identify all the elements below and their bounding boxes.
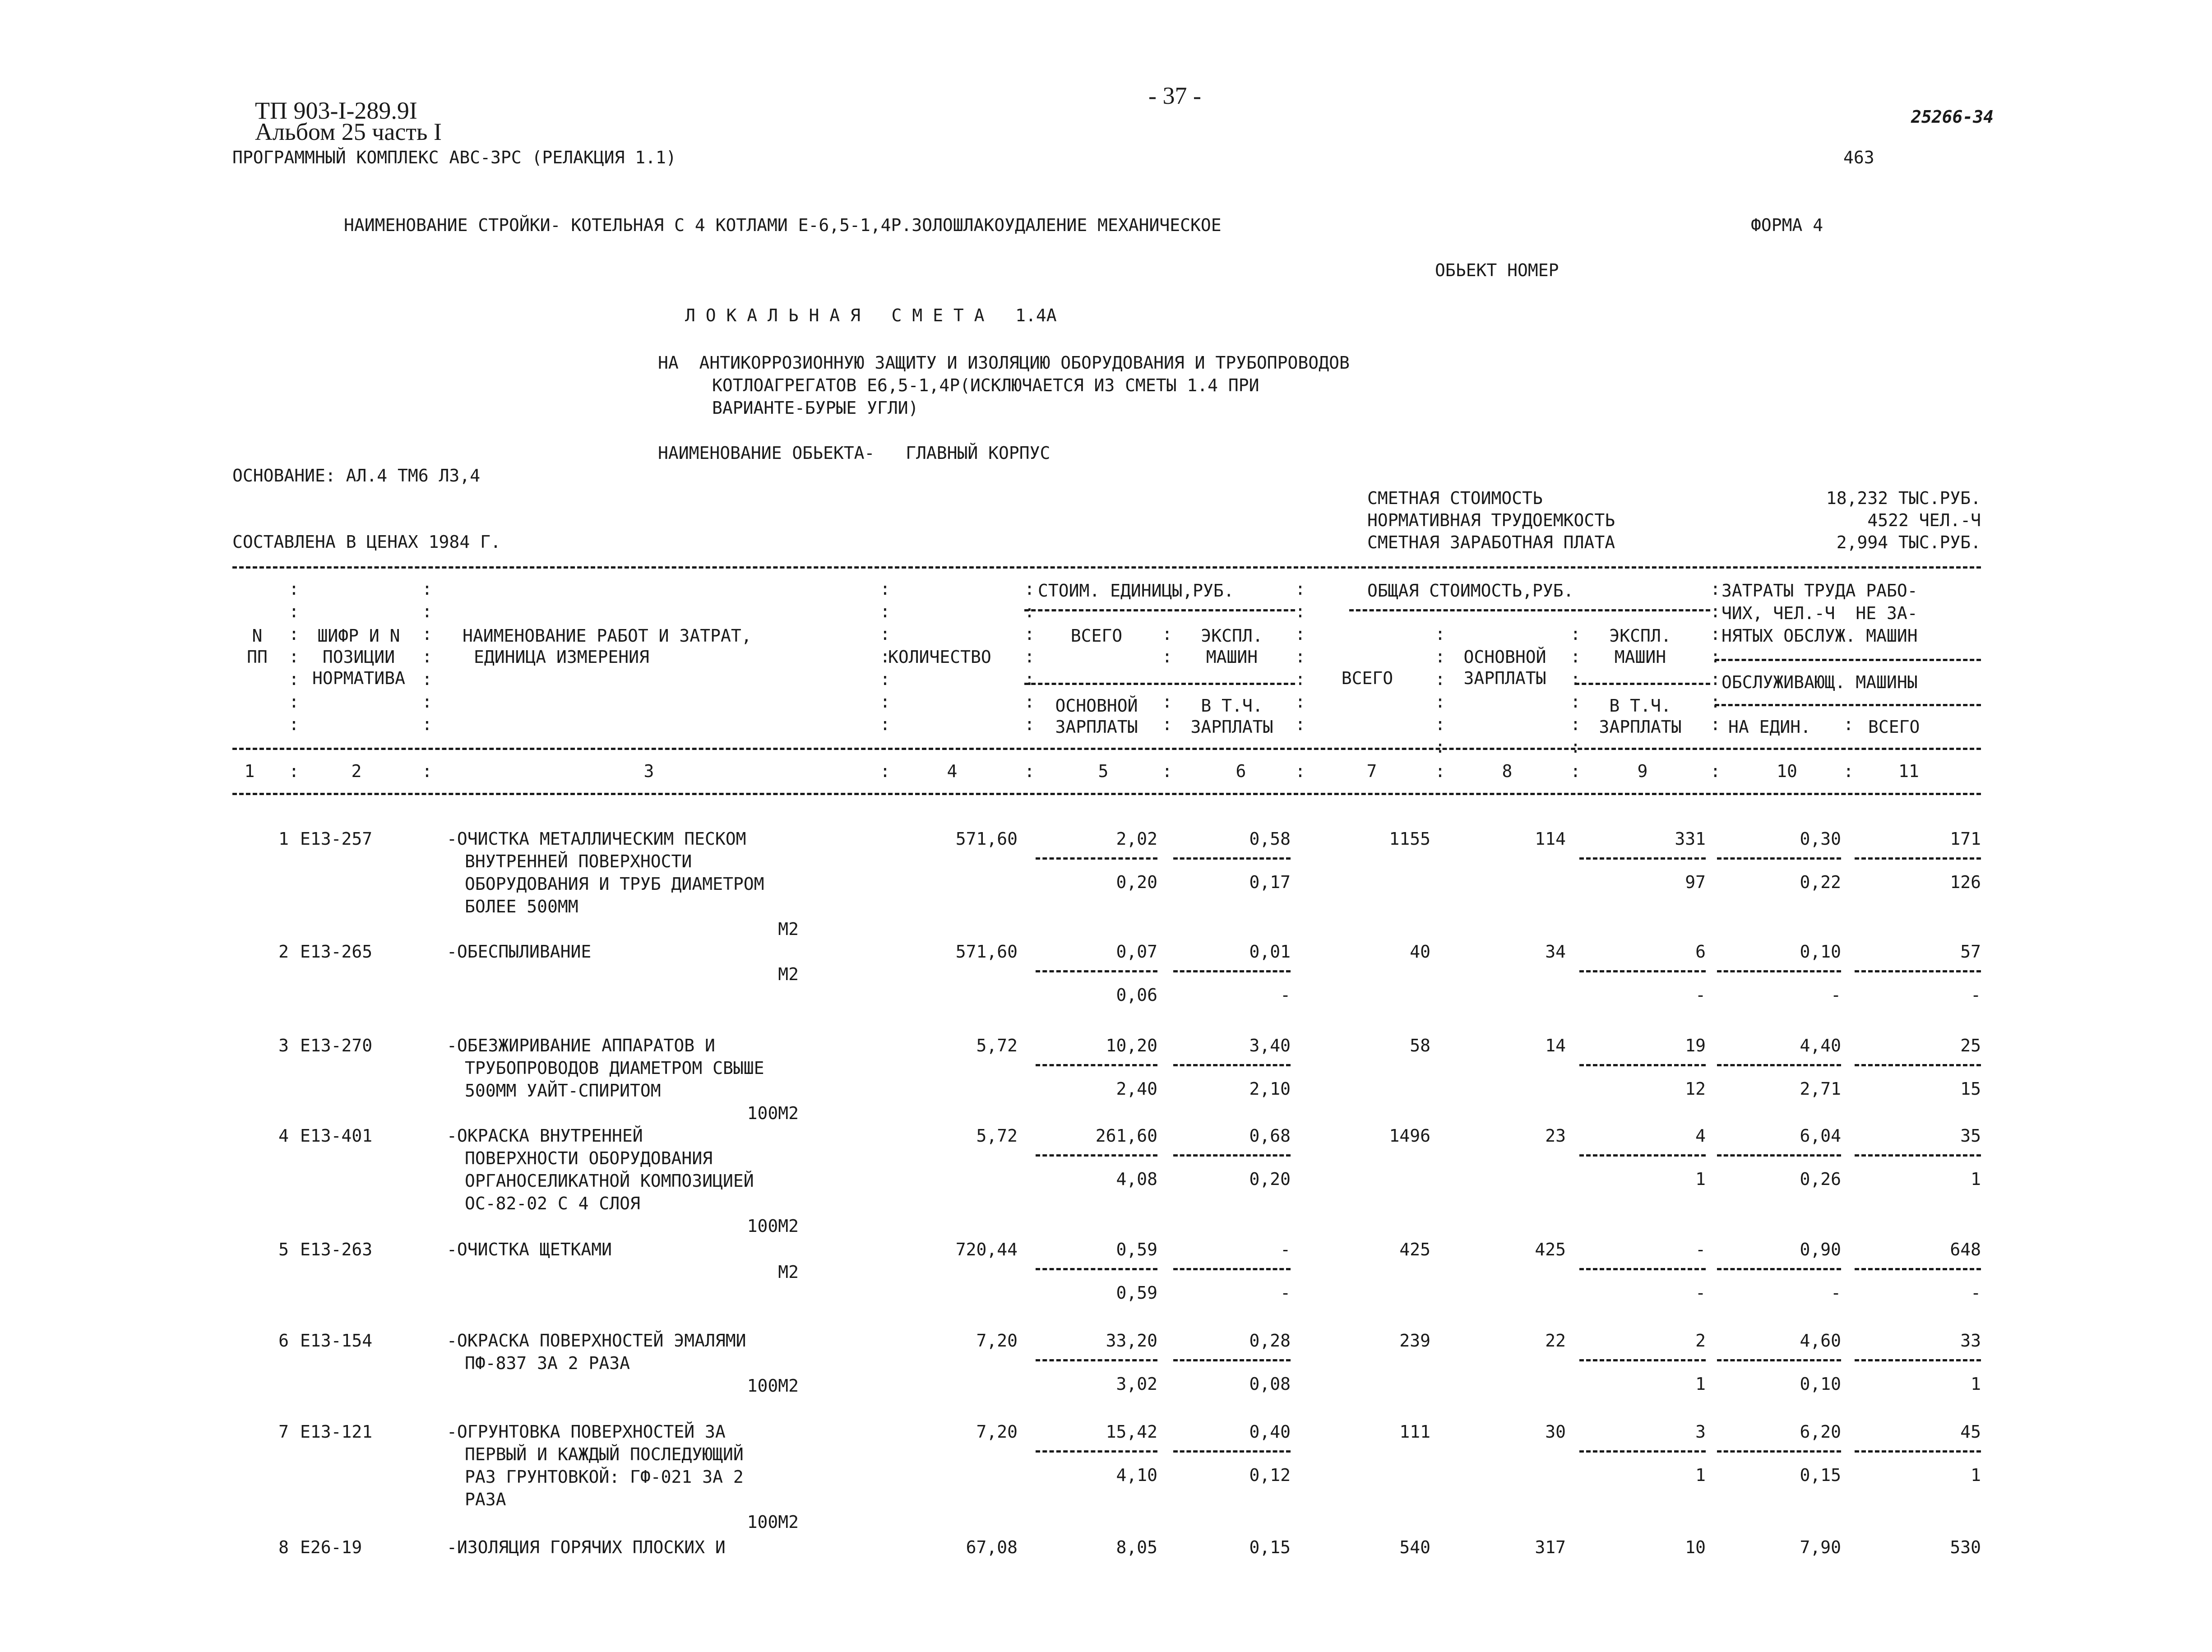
column-number: 2 (351, 761, 362, 781)
column-number-separator: : (1024, 761, 1035, 781)
row-number: 2 (278, 942, 289, 962)
estimate-title: Л О К А Л Ь Н А Я С М Е Т А 1.4А (685, 305, 1057, 325)
row-labor-per-unit: 4,60 (1800, 1331, 1841, 1351)
row-name-line: -ОЧИСТКА ЩЕТКАМИ (447, 1240, 612, 1259)
row-split-rule (1036, 1450, 1157, 1453)
row-split-rule (1579, 857, 1706, 860)
page-number: - 37 - (1148, 82, 1201, 109)
row-labor-total: 35 (1960, 1126, 1981, 1146)
column-number-separator: : (1843, 761, 1854, 781)
row-total-machines: 6 (1695, 942, 1706, 962)
row-total-wages: 22 (1545, 1331, 1566, 1351)
construction-name: НАИМЕНОВАНИЕ СТРОЙКИ- КОТЕЛЬНАЯ С 4 КОТЛАМИ Е-6,5-1,4Р.ЗОЛОШЛАКОУДАЛЕНИЕ МЕХАНИЧЕСКОЕ (344, 215, 1222, 235)
row-labor-per-unit: 0,10 (1800, 942, 1841, 962)
row-split-rule (1579, 1450, 1706, 1453)
row-split-rule (1173, 857, 1291, 860)
row-name-line: ОРГАНОСЕЛИКАТНОЙ КОМПОЗИЦИЕЙ (465, 1171, 754, 1191)
summary-label-cost: СМЕТНАЯ СТОИМОСТЬ (1367, 488, 1543, 508)
column-number: 4 (947, 761, 958, 781)
row-total-wages-incl: - (1695, 985, 1706, 1005)
row-split-rule (1717, 970, 1841, 972)
row-code: Е13-265 (300, 942, 373, 962)
row-quantity: 7,20 (976, 1422, 1018, 1442)
row-name-line: РАЗА (465, 1490, 506, 1509)
column-number-separator: : (422, 761, 432, 781)
row-code: Е13-401 (300, 1126, 373, 1146)
row-total-wages: 425 (1535, 1240, 1566, 1259)
header-total-machines-2: МАШИН (1614, 647, 1666, 667)
header-pp: ПП (247, 647, 268, 667)
row-split-rule (1173, 1268, 1291, 1270)
row-split-rule (1717, 1359, 1841, 1361)
row-unit-wages-incl: 2,10 (1249, 1079, 1291, 1099)
row-unit-wages: 4,10 (1116, 1465, 1157, 1485)
header-unit-wages-1: ОСНОВНОЙ (1055, 696, 1138, 716)
row-name-line: ПЕРВЫЙ И КАЖДЫЙ ПОСЛЕДУЮЩИЙ (465, 1444, 744, 1464)
row-unit-wages: 0,06 (1116, 985, 1157, 1005)
row-total-wages: 23 (1545, 1126, 1566, 1146)
column-number: 7 (1366, 761, 1377, 781)
header-name-2: ЕДИНИЦА ИЗМЕРЕНИЯ (474, 647, 649, 667)
row-service-labor-total: - (1971, 1283, 1981, 1303)
summary-label-wages: СМЕТНАЯ ЗАРАБОТНАЯ ПЛАТА (1367, 532, 1615, 552)
row-split-rule (1579, 1268, 1706, 1270)
row-total-machines: - (1695, 1240, 1706, 1259)
header-total-incl-1: В Т.Ч. (1609, 696, 1671, 716)
col-sep-1: : : : : : : : (289, 579, 299, 734)
labor-rule-1 (1715, 659, 1981, 661)
row-name-line: -ОКРАСКА ВНУТРЕННЕЙ (447, 1126, 643, 1146)
row-number: 1 (278, 829, 289, 849)
column-number: 9 (1637, 761, 1648, 781)
row-name-line: ТРУБОПРОВОДОВ ДИАМЕТРОМ СВЫШЕ (465, 1058, 764, 1078)
object-number-label: ОБЬЕКТ НОМЕР (1435, 260, 1559, 280)
header-labor-service: ОБСЛУЖИВАЮЩ. МАШИНЫ (1721, 672, 1918, 692)
row-split-rule (1579, 1064, 1706, 1066)
row-unit-wages-incl: - (1280, 1283, 1291, 1303)
document-code: 25266-34 (1911, 107, 1994, 127)
column-number: 8 (1502, 761, 1513, 781)
row-total: 540 (1399, 1537, 1430, 1557)
col-sep-10: : (1843, 714, 1854, 734)
row-name-line: ПФ-837 ЗА 2 РАЗА (465, 1353, 630, 1373)
row-split-rule (1717, 1268, 1841, 1270)
row-number: 6 (278, 1331, 289, 1351)
row-split-rule (1036, 857, 1157, 860)
header-unit-incl-1: В Т.Ч. (1201, 696, 1263, 716)
row-split-rule (1717, 1154, 1841, 1157)
column-number-separator: : (289, 761, 299, 781)
header-total-cost: ОБЩАЯ СТОИМОСТЬ,РУБ. (1367, 581, 1574, 601)
row-unit-total: 261,60 (1095, 1126, 1157, 1146)
column-number-separator: : (880, 761, 890, 781)
row-labor-total: 33 (1960, 1331, 1981, 1351)
row-unit-wages-incl: 0,12 (1249, 1465, 1291, 1485)
header-total-all: ВСЕГО (1341, 668, 1393, 688)
estimate-subject-line-2: КОТЛОАГРЕГАТОВ Е6,5-1,4Р(ИСКЛЮЧАЕТСЯ ИЗ СМЕТЫ 1.4 ПРИ (712, 375, 1259, 395)
row-split-rule (1036, 1064, 1157, 1066)
row-labor-total: 171 (1950, 829, 1981, 849)
row-split-rule (1855, 1268, 1981, 1270)
row-unit-wages: 0,20 (1116, 872, 1157, 892)
row-unit-total: 33,20 (1106, 1331, 1157, 1351)
row-unit-wages-incl: 0,17 (1249, 872, 1291, 892)
row-total-wages: 317 (1535, 1537, 1566, 1557)
row-service-labor-total: 15 (1960, 1079, 1981, 1099)
row-unit-wages: 0,59 (1116, 1283, 1157, 1303)
row-unit-machines: 0,68 (1249, 1126, 1291, 1146)
row-labor-per-unit: 6,04 (1800, 1126, 1841, 1146)
row-unit-wages-incl: - (1280, 985, 1291, 1005)
row-unit: М2 (778, 964, 799, 984)
row-code: Е13-263 (300, 1240, 373, 1259)
col-sep-8: : : : : : : (1570, 624, 1581, 757)
summary-label-labor: НОРМАТИВНАЯ ТРУДОЕМКОСТЬ (1367, 510, 1615, 530)
row-split-rule (1036, 1268, 1157, 1270)
row-labor-total: 25 (1960, 1036, 1981, 1055)
row-total: 1496 (1389, 1126, 1430, 1146)
row-labor-per-unit: 6,20 (1800, 1422, 1841, 1442)
row-unit: 100М2 (747, 1216, 799, 1236)
row-unit-machines: 0,40 (1249, 1422, 1291, 1442)
row-service-labor-per-unit: - (1831, 1283, 1841, 1303)
header-code-3: НОРМАТИВА (312, 668, 405, 688)
row-number: 5 (278, 1240, 289, 1259)
row-quantity: 571,60 (955, 829, 1018, 849)
col-sep-2: : : : : : : : (422, 579, 432, 734)
row-total-wages-incl: - (1695, 1283, 1706, 1303)
row-service-labor-total: 126 (1950, 872, 1981, 892)
row-labor-total: 530 (1950, 1537, 1981, 1557)
row-total: 239 (1399, 1331, 1430, 1351)
header-total-wages-2: ЗАРПЛАТЫ (1463, 668, 1546, 688)
column-number-separator: : (1570, 761, 1581, 781)
row-labor-per-unit: 0,90 (1800, 1240, 1841, 1259)
header-name-1: НАИМЕНОВАНИЕ РАБОТ И ЗАТРАТ, (463, 626, 752, 646)
row-total-wages-incl: 97 (1685, 872, 1706, 892)
row-service-labor-per-unit: 0,10 (1800, 1374, 1841, 1394)
row-service-labor-per-unit: 0,26 (1800, 1169, 1841, 1189)
estimate-subject-line-1: НА АНТИКОРРОЗИОННУЮ ЗАЩИТУ И ИЗОЛЯЦИЮ ОБОРУДОВАНИЯ И ТРУБОПРОВОДОВ (658, 353, 1350, 373)
row-split-rule (1173, 970, 1291, 972)
row-unit-machines: - (1280, 1240, 1291, 1259)
column-number: 1 (244, 761, 255, 781)
row-unit: 100М2 (747, 1103, 799, 1123)
row-total-machines: 10 (1685, 1537, 1706, 1557)
row-split-rule (1855, 1359, 1981, 1361)
header-unit-machines-1: ЭКСПЛ. (1201, 626, 1263, 646)
row-code: Е13-257 (300, 829, 373, 849)
summary-value-labor: 4522 ЧЕЛ.-Ч (1867, 510, 1981, 530)
row-service-labor-per-unit: 2,71 (1800, 1079, 1841, 1099)
header-unit-incl-2: ЗАРПЛАТЫ (1190, 717, 1273, 737)
header-total-wages-1: ОСНОВНОЙ (1463, 647, 1546, 667)
sheet-number: 463 (1843, 148, 1874, 167)
row-name-line: -ИЗОЛЯЦИЯ ГОРЯЧИХ ПЛОСКИХ И (447, 1537, 726, 1557)
row-total-wages: 30 (1545, 1422, 1566, 1442)
total-machines-rule (1575, 683, 1710, 685)
header-quantity: КОЛИЧЕСТВО (888, 647, 991, 667)
header-unit-cost: СТОИМ. ЕДИНИЦЫ,РУБ. (1038, 581, 1234, 601)
row-name-line: БОЛЕЕ 500ММ (465, 897, 578, 916)
row-name-line: 500ММ УАЙТ-СПИРИТОМ (465, 1081, 661, 1101)
row-unit-wages: 3,02 (1116, 1374, 1157, 1394)
summary-value-cost: 18,232 ТЫС.РУБ. (1826, 488, 1981, 508)
col-sep-6: : : : : : : : (1295, 579, 1305, 734)
column-numbers-rule (232, 793, 1981, 795)
row-total-wages: 34 (1545, 942, 1566, 962)
row-total-machines: 331 (1675, 829, 1706, 849)
column-number-separator: : (1435, 761, 1445, 781)
row-split-rule (1855, 1154, 1981, 1157)
header-code-1: ШИФР И N (317, 626, 400, 646)
row-total: 40 (1410, 942, 1430, 962)
row-total-machines: 19 (1685, 1036, 1706, 1055)
row-split-rule (1036, 1359, 1157, 1361)
row-split-rule (1173, 1064, 1291, 1066)
row-quantity: 571,60 (955, 942, 1018, 962)
header-n: N (252, 626, 263, 646)
row-total: 425 (1399, 1240, 1430, 1259)
row-unit-wages-incl: 0,20 (1249, 1169, 1291, 1189)
row-quantity: 5,72 (976, 1126, 1018, 1146)
column-number-separator: : (1295, 761, 1305, 781)
row-service-labor-total: 1 (1971, 1465, 1981, 1485)
row-total-wages: 114 (1535, 829, 1566, 849)
row-split-rule (1579, 970, 1706, 972)
row-name-line: ОС-82-02 С 4 СЛОЯ (465, 1194, 640, 1213)
header-unit-total: ВСЕГО (1070, 626, 1123, 646)
column-number-separator: : (1162, 761, 1172, 781)
row-service-labor-per-unit: 0,22 (1800, 872, 1841, 892)
col-sep-3: : : : : : : : (880, 579, 890, 734)
row-name-line: ОБОРУДОВАНИЯ И ТРУБ ДИАМЕТРОМ (465, 874, 764, 894)
column-number: 10 (1777, 761, 1797, 781)
row-total-machines: 2 (1695, 1331, 1706, 1351)
row-split-rule (1579, 1359, 1706, 1361)
row-code: Е26-19 (300, 1537, 362, 1557)
row-labor-total: 57 (1960, 942, 1981, 962)
row-quantity: 67,08 (966, 1537, 1018, 1557)
row-name-line: ВНУТРЕННЕЙ ПОВЕРХНОСТИ (465, 851, 692, 871)
unit-cost-rule-1 (1024, 609, 1295, 611)
row-split-rule (1717, 1450, 1841, 1453)
row-total: 111 (1399, 1422, 1430, 1442)
estimate-subject-line-3: ВАРИАНТЕ-БУРЫЕ УГЛИ) (712, 398, 919, 418)
header-labor-total: ВСЕГО (1868, 717, 1920, 737)
row-unit-machines: 0,28 (1249, 1331, 1291, 1351)
form-label: ФОРМА 4 (1751, 215, 1823, 235)
row-name-line: РАЗ ГРУНТОВКОЙ: ГФ-021 ЗА 2 (465, 1467, 744, 1487)
program-label: ПРОГРАММНЫЙ КОМПЛЕКС АВС-ЗРС (РЕЛАКЦИЯ 1.1) (232, 148, 676, 167)
row-number: 3 (278, 1036, 289, 1055)
header-labor-per-unit: НА ЕДИН. (1728, 717, 1811, 737)
basis-label: ОСНОВАНИЕ: АЛ.4 ТМ6 ЛЗ,4 (232, 466, 481, 486)
row-number: 7 (278, 1422, 289, 1442)
row-quantity: 720,44 (955, 1240, 1018, 1259)
row-split-rule (1173, 1450, 1291, 1453)
row-unit-total: 0,07 (1116, 942, 1157, 962)
row-split-rule (1036, 970, 1157, 972)
header-code-2: ПОЗИЦИИ (322, 647, 395, 667)
row-unit-machines: 0,01 (1249, 942, 1291, 962)
header-labor-3: НЯТЫХ ОБСЛУЖ. МАШИН (1721, 626, 1918, 646)
row-split-rule (1717, 1064, 1841, 1066)
row-unit: М2 (778, 919, 799, 939)
row-quantity: 5,72 (976, 1036, 1018, 1055)
row-total-machines: 3 (1695, 1422, 1706, 1442)
row-split-rule (1855, 1450, 1981, 1453)
row-unit-total: 10,20 (1106, 1036, 1157, 1055)
col-sep-9: : : : : : : : (1710, 579, 1721, 734)
row-split-rule (1855, 970, 1981, 972)
row-unit-machines: 3,40 (1249, 1036, 1291, 1055)
row-unit-total: 15,42 (1106, 1422, 1157, 1442)
table-top-rule (232, 566, 1981, 569)
row-name-line: -ОКРАСКА ПОВЕРХНОСТЕЙ ЭМАЛЯМИ (447, 1331, 746, 1351)
header-labor-2: ЧИХ, ЧЕЛ.-Ч НЕ ЗА- (1721, 603, 1918, 623)
unit-cost-rule-2 (1024, 683, 1295, 685)
row-split-rule (1173, 1359, 1291, 1361)
row-split-rule (1036, 1154, 1157, 1157)
row-total-wages: 14 (1545, 1036, 1566, 1055)
project-code: ТП 903-I-289.9I (255, 97, 417, 124)
col-sep-7: : : : : : : (1435, 624, 1445, 757)
row-unit-machines: 0,15 (1249, 1537, 1291, 1557)
summary-value-wages: 2,994 ТЫС.РУБ. (1836, 532, 1981, 552)
row-name-line: -ОБЕЗЖИРИВАНИЕ АППАРАТОВ И (447, 1036, 715, 1055)
row-unit: М2 (778, 1262, 799, 1282)
header-labor-1: ЗАТРАТЫ ТРУДА РАБО- (1721, 581, 1918, 601)
row-name-line: -ОБЕСПЫЛИВАНИЕ (447, 942, 592, 962)
row-unit: 100М2 (747, 1376, 799, 1396)
row-number: 8 (278, 1537, 289, 1557)
header-total-incl-2: ЗАРПЛАТЫ (1599, 717, 1682, 737)
row-service-labor-total: 1 (1971, 1374, 1981, 1394)
row-unit-machines: 0,58 (1249, 829, 1291, 849)
row-total-wages-incl: 12 (1685, 1079, 1706, 1099)
row-total-wages-incl: 1 (1695, 1465, 1706, 1485)
row-code: Е13-270 (300, 1036, 373, 1055)
header-unit-machines-2: МАШИН (1206, 647, 1258, 667)
header-total-machines-1: ЭКСПЛ. (1609, 626, 1671, 646)
prices-year-label: СОСТАВЛЕНА В ЦЕНАХ 1984 Г. (232, 532, 501, 552)
row-unit-total: 2,02 (1116, 829, 1157, 849)
row-service-labor-total: 1 (1971, 1169, 1981, 1189)
column-number: 6 (1236, 761, 1246, 781)
row-total-machines: 4 (1695, 1126, 1706, 1146)
row-total-wages-incl: 1 (1695, 1374, 1706, 1394)
total-cost-rule (1349, 609, 1710, 611)
row-code: Е13-154 (300, 1331, 373, 1351)
row-unit-wages: 2,40 (1116, 1079, 1157, 1099)
row-unit-total: 8,05 (1116, 1537, 1157, 1557)
row-total-wages-incl: 1 (1695, 1169, 1706, 1189)
column-number-separator: : (1710, 761, 1721, 781)
row-service-labor-total: - (1971, 985, 1981, 1005)
row-name-line: ПОВЕРХНОСТИ ОБОРУДОВАНИЯ (465, 1148, 713, 1168)
row-total: 1155 (1389, 829, 1430, 849)
column-number: 11 (1898, 761, 1919, 781)
row-unit-total: 0,59 (1116, 1240, 1157, 1259)
row-split-rule (1173, 1154, 1291, 1157)
labor-rule-2 (1715, 704, 1981, 706)
header-unit-wages-2: ЗАРПЛАТЫ (1055, 717, 1138, 737)
row-service-labor-per-unit: 0,15 (1800, 1465, 1841, 1485)
row-unit-wages-incl: 0,08 (1249, 1374, 1291, 1394)
column-number: 5 (1098, 761, 1109, 781)
row-service-labor-per-unit: - (1831, 985, 1841, 1005)
row-name-line: -ОЧИСТКА МЕТАЛЛИЧЕСКИМ ПЕСКОМ (447, 829, 746, 849)
row-labor-per-unit: 0,30 (1800, 829, 1841, 849)
row-labor-total: 648 (1950, 1240, 1981, 1259)
row-split-rule (1717, 857, 1841, 860)
row-labor-total: 45 (1960, 1422, 1981, 1442)
row-code: Е13-121 (300, 1422, 373, 1442)
row-unit: 100М2 (747, 1512, 799, 1532)
row-quantity: 7,20 (976, 1331, 1018, 1351)
row-split-rule (1855, 1064, 1981, 1066)
row-split-rule (1855, 857, 1981, 860)
row-total: 58 (1410, 1036, 1430, 1055)
col-sep-5: : : : : (1162, 624, 1172, 734)
object-name: НАИМЕНОВАНИЕ ОБЬЕКТА- ГЛАВНЫЙ КОРПУС (658, 443, 1050, 463)
row-labor-per-unit: 4,40 (1800, 1036, 1841, 1055)
row-labor-per-unit: 7,90 (1800, 1537, 1841, 1557)
col-sep-4: : : : : : : : (1024, 579, 1035, 734)
album-label: Альбом 25 часть I (255, 118, 442, 145)
column-number: 3 (643, 761, 654, 781)
header-bottom-rule (232, 748, 1981, 750)
row-number: 4 (278, 1126, 289, 1146)
row-split-rule (1579, 1154, 1706, 1157)
row-unit-wages: 4,08 (1116, 1169, 1157, 1189)
row-name-line: -ОГРУНТОВКА ПОВЕРХНОСТЕЙ ЗА (447, 1422, 726, 1442)
